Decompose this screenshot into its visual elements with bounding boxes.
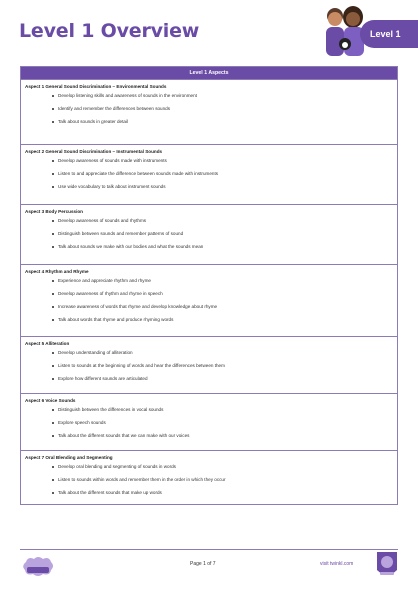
aspect-3 [21, 204, 397, 264]
aspect-bullets [25, 93, 397, 125]
list-item: Develop awareness of sounds and rhythms [25, 218, 397, 224]
list-item: Talk about the different sounds that we can make with our voices [25, 433, 397, 439]
aspect-bullets [25, 218, 397, 250]
aspect-title: Aspect 5 Alliteration [25, 341, 70, 346]
list-item: Explore how different sounds are articulated [25, 376, 397, 382]
list-item: Develop understanding of alliteration [25, 350, 397, 356]
site-link[interactable]: visit twinkl.com [320, 561, 354, 567]
list-item: Identify and remember the differences between sounds [25, 106, 397, 112]
aspect-title: Aspect 4 Rhythm and Rhyme [25, 269, 89, 274]
list-item: Develop oral blending and segmenting of sounds in words [25, 464, 397, 470]
list-item: Talk about the different sounds that make up words [25, 490, 397, 496]
list-item: Distinguish between sounds and remember patterns of sound [25, 231, 397, 237]
aspect-2 [21, 144, 397, 204]
aspect-7 [21, 450, 397, 504]
list-item: Use wide vocabulary to talk about instrument sounds [25, 184, 397, 190]
list-item: Distinguish between the differences in vocal sounds [25, 407, 397, 413]
aspect-bullets [25, 278, 397, 323]
aspect-1 [21, 79, 397, 144]
list-item: Talk about sounds in greater detail [25, 119, 397, 125]
aspect-bullets [25, 464, 397, 496]
aspect-bullets [25, 407, 397, 439]
list-item: Listen to sounds at the beginning of words and hear the differences between them [25, 363, 397, 369]
footer-divider [20, 549, 398, 550]
list-item: Listen to and appreciate the difference between sounds made with instruments [25, 171, 397, 177]
aspect-title: Aspect 1 General Sound Discrimination – Environmental Sounds [25, 84, 167, 89]
aspect-title: Aspect 6 Voice Sounds [25, 398, 76, 403]
aspect-5 [21, 336, 397, 393]
aspect-title: Aspect 3 Body Percussion [25, 209, 83, 214]
quality-seal-icon [374, 550, 400, 580]
list-item: Develop awareness of sounds made with instruments [25, 158, 397, 164]
page-title: Level 1 Overview [19, 20, 200, 42]
list-item: Develop listening skills and awareness of sounds in the environment [25, 93, 397, 99]
list-item: Explore speech sounds [25, 420, 397, 426]
aspect-6 [21, 393, 397, 450]
list-item: Listen to sounds within words and remember them in the order in which they occur [25, 477, 397, 483]
list-item: Experience and appreciate rhythm and rhyme [25, 278, 397, 284]
table-heading: Level 1 Aspects [21, 67, 397, 79]
list-item: Increase awareness of words that rhyme and develop knowledge about rhyme [25, 304, 397, 310]
aspect-4 [21, 264, 397, 336]
list-item: Talk about sounds we make with our bodies and what the sounds mean [25, 244, 397, 250]
aspect-bullets [25, 158, 397, 190]
list-item: Develop awareness of rhythm and rhyme in speech [25, 291, 397, 297]
aspect-bullets [25, 350, 397, 382]
aspects-table [20, 66, 398, 505]
aspect-title: Aspect 2 General Sound Discrimination – Instrumental Sounds [25, 149, 163, 154]
mascot-characters-illustration [322, 2, 366, 56]
page-footer [0, 540, 418, 592]
twinkl-logo-icon [20, 554, 56, 580]
page-header [0, 0, 418, 62]
list-item: Talk about words that rhyme and produce rhyming words [25, 317, 397, 323]
page-number: Page 1 of 7 [190, 561, 216, 567]
aspect-title: Aspect 7 Oral Blending and Segmenting [25, 455, 113, 460]
level-badge: Level 1 [360, 20, 418, 48]
